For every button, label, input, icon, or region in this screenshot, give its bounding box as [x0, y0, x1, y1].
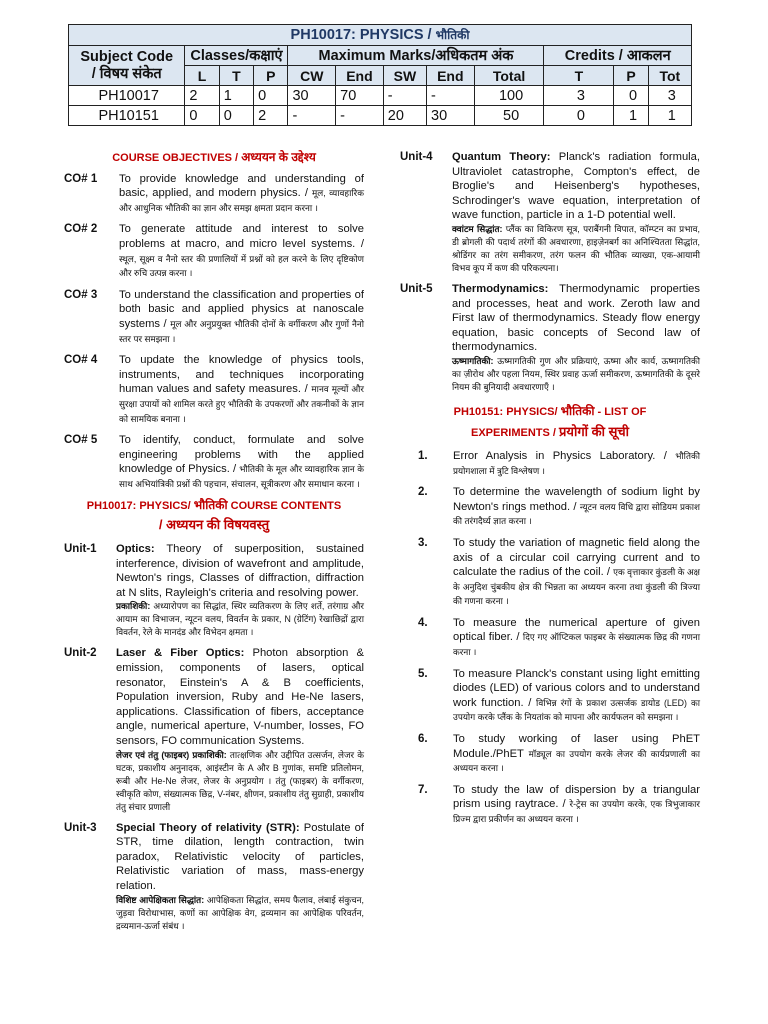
objective-label: CO# 1	[64, 172, 98, 185]
experiment-number: 4.	[418, 616, 428, 629]
unit-label: Unit-4	[400, 151, 433, 163]
cell: 3	[648, 86, 691, 106]
contents-title: PH10017: PHYSICS/ भौतिकी COURSE CONTENTS / अध्ययन की विषयवस्तु	[86, 498, 342, 533]
experiment-item	[400, 536, 700, 609]
experiment-item	[400, 732, 700, 776]
experiment-number: 1.	[418, 449, 428, 462]
marks-table	[68, 24, 692, 126]
cell: -	[427, 86, 475, 106]
unit-heading: Thermodynamics:	[452, 282, 549, 295]
subject-code-header: Subject Code / विषय संकेत	[69, 46, 185, 86]
cell: -	[288, 106, 336, 126]
cell: 0	[254, 86, 288, 106]
experiment-text: To study the law of dispersion by a triangular prism using raytrace. /	[453, 783, 700, 811]
experiment-number: 5.	[418, 667, 428, 680]
cell: -	[336, 106, 384, 126]
experiment-number: 2.	[418, 486, 428, 499]
experiment-text-hindi: विभिन्न रंगों के प्रकाश उत्सर्जक डायोड (LED) का उपयोग करके प्लैंक के नियतांक को मापना और कार्यफलन को समझना ।	[453, 697, 700, 723]
unit-label: Unit-3	[64, 821, 97, 834]
objective-item	[64, 288, 364, 346]
objective-item	[64, 353, 364, 426]
unit-label: Unit-1	[64, 543, 97, 556]
unit-heading-hindi: प्रकाशिकी:	[116, 601, 151, 612]
objective-text-hindi: मूल और अनुप्रयुक्त भौतिकी दोनों के वर्गीकरण और गुणों नैनो स्तर पर समझना ।	[119, 318, 364, 344]
objective-label: CO# 3	[64, 288, 98, 301]
subheader: End	[336, 66, 384, 86]
classes-header: Classes/कक्षाएं	[185, 46, 288, 66]
cell: 1	[614, 106, 648, 126]
unit-heading: Optics:	[116, 543, 155, 556]
subheader: P	[614, 66, 648, 86]
objective-item	[64, 222, 364, 280]
subheader: SW	[383, 66, 426, 86]
experiment-text-hindi: एक वृत्ताकार कुंडली के अक्ष के अनुदिश चुंबकीय क्षेत्र की भिन्नता का अध्ययन करना तथा कुंडली की त्रिज्या की गणना करना ।	[453, 567, 700, 607]
experiment-text: To study the variation of magnetic field along the axis of a circular coil carrying current and to calculate the radius of the coil. /	[453, 536, 700, 579]
cell: 100	[474, 86, 544, 106]
unit-label: Unit-5	[400, 282, 433, 295]
cell: 3	[544, 86, 614, 106]
objective-text: To provide knowledge and understanding of basic, applied, and modern physics. /	[119, 172, 364, 200]
cell: -	[383, 86, 426, 106]
unit-heading: Quantum Theory:	[452, 151, 551, 163]
subheader: T	[219, 66, 253, 86]
experiment-number: 3.	[418, 536, 428, 549]
experiment-text: To measure the numerical aperture of given optical fiber. /	[453, 616, 700, 644]
max-marks-header: Maximum Marks/अधिकतम अंक	[288, 46, 544, 66]
cell: 2	[185, 86, 219, 106]
unit-item	[400, 282, 700, 394]
cell: 1	[648, 106, 691, 126]
cell: 70	[336, 86, 384, 106]
unit-heading-hindi: ऊष्मागतिकी:	[452, 355, 494, 366]
cell: PH10017	[69, 86, 185, 106]
cell: 0	[219, 106, 253, 126]
experiment-item	[400, 449, 700, 478]
objective-text-hindi: मानव मूल्यों और सुरक्षा उपायों को शामिल करते हुए भौतिकी के उपकरणों और तकनीकों के ज्ञान को सामयिक बनाना ।	[119, 384, 365, 424]
unit-text: Thermodynamic properties and processes, heat and work. Zeroth law and First law of thermodynamics. Steady flow energy equation, basic concepts of Second law of thermodynamics.	[452, 282, 700, 354]
cell: 50	[474, 106, 544, 126]
objective-text-hindi: मूल, व्यावहारिक और आधुनिक भौतिकी का ज्ञान और समझ क्षमता प्रदान करना ।	[119, 188, 364, 213]
cell: 30	[288, 86, 336, 106]
experiment-text: To measure Planck's constant using light emitting diodes (LED) of various colors and to understand work function. /	[453, 667, 700, 709]
experiment-text-hindi: रे-ट्रेस का उपयोग करके, एक त्रिभुजाकार प्रिज्म द्वारा प्रकीर्णन का अध्ययन करना ।	[453, 799, 700, 824]
objectives-title: COURSE OBJECTIVES / अध्ययन के उद्देश्य	[112, 150, 316, 164]
experiment-item	[400, 783, 700, 827]
unit-text-hindi: अध्यारोपण का सिद्धांत, स्थिर व्यतिकरण के लिए शर्ते, तरंगाग्र और आयाम का विभाजन, न्यूटन वलय, विवर्तन के प्रकार, N (ग्रेटिंग) रेखाछिद्रों द्वारा विवर्तन, रेले के मानदंड और विभेदन क्षमता ।	[116, 601, 364, 638]
experiment-text-hindi: भौतिकी प्रयोगशाला में त्रुटि विश्लेषण ।	[453, 450, 700, 476]
credits-header: Credits / आकलन	[544, 46, 692, 66]
table-title: PH10017: PHYSICS / भौतिकी	[69, 25, 692, 46]
objective-text: To understand the classification and properties of both basic and applied physics at nanoscale systems /	[119, 288, 364, 330]
unit-item	[400, 150, 700, 275]
experiment-text-hindi: दिए गए ऑप्टिकल फाइबर के संख्यात्मक छिद्र की गणना करना ।	[453, 632, 700, 658]
unit-text-hindi: प्लैंक का विकिरण सूत्र, पराबैंगनी विपात, कॉम्प्टन का प्रभाव, डी ब्रोगली की पदार्थ तरंगों की अवधारणा, हाइज़ेनबर्ग का अनिश्चितता सिद्धांत, श्रोडिंगर का तरंग समीकरण, तरंग फलन की भौतिक व्याख्या, एक-आयामी विभव कूप में कण की परिकल्पना।	[452, 223, 700, 273]
experiment-number: 7.	[418, 783, 428, 796]
experiment-text: To study working of laser using PhET Module./PhET	[453, 733, 700, 760]
experiment-text: Error Analysis in Physics Laboratory. /	[453, 449, 676, 462]
unit-text-hindi: आपेक्षिकता सिद्धांत, समय फैलाव, लंबाई संकुचन, जुड़वा विरोधाभास, कणों का आपेक्षिक वेग, द्रव्यमान का आपेक्षिक परिवर्तन, द्रव्यमान-ऊर्जा संबंध ।	[116, 894, 364, 931]
subheader: End	[427, 66, 475, 86]
objective-text-hindi: स्थूल, सूक्ष्म व नैनो स्तर की प्रणालियों में प्रश्नों को हल करने के लिए दृष्टिकोण और रुचि उत्पन्न करना ।	[119, 253, 364, 279]
unit-item	[64, 542, 364, 639]
objective-text: To update the knowledge of physics tools, instruments, and techniques incorporating human values and safety measures. /	[119, 354, 364, 396]
objective-label: CO# 5	[64, 434, 98, 447]
unit-heading-hindi: क्वांटम सिद्धांत:	[452, 223, 503, 234]
experiment-item	[400, 485, 700, 529]
unit-heading: Special Theory of relativity (STR):	[116, 821, 300, 834]
unit-heading-hindi: विशिष्ट आपेक्षिकता सिद्धांत:	[116, 894, 205, 905]
unit-text: Planck's radiation formula, Ultraviolet catastrophe, Compton's effect, de Broglie's and Heisenberg's hypotheses, Schrodinger's wave equation, interpretation of wave function, particle in a 1-D potential well.	[452, 151, 700, 222]
objective-item	[64, 172, 364, 216]
objective-text: To identify, conduct, formulate and solve engineering problems with the applied knowledge of Physics. /	[119, 434, 364, 476]
unit-text: Postulate of STR, time dilation, length contraction, twin paradox, Relativistic velocity of particles, Relativistic variation of mass, mass-energy relation.	[116, 821, 364, 892]
unit-heading-hindi: लेजर एवं तंतु (फाइबर) प्रकाशिकी:	[116, 749, 227, 760]
cell: 30	[427, 106, 475, 126]
experiment-item	[400, 667, 700, 725]
subheader: T	[544, 66, 614, 86]
objective-label: CO# 2	[64, 223, 98, 236]
right-column	[400, 150, 700, 834]
experiment-number: 6.	[418, 733, 428, 746]
table-row	[69, 106, 692, 126]
subheader: Tot	[648, 66, 691, 86]
unit-text-hindi: तात्क्षणिक और उद्दीपित उत्सर्जन, लेजर के घटक, प्रकाशीय अनुनादक, आइंस्टीन के A और B गुणांक, समष्टि प्रतिलोमन, रूबी और He-Ne लेजर, लेजर के अनुप्रयोग । तंतु (फाइबर) के वर्गीकरण, स्वीकृति कोण, संख्यात्मक छिद्र, V-नंबर, क्षीणन, प्रकाशीय तंतु सुग्राही, प्रकाशीय तंतु संचार प्रणाली	[116, 749, 364, 812]
unit-text: Photon absorption & emission, components of lasers, optical resonator, Einstein's A & B coefficients, Population inversion, Ruby and He-Ne lasers, applications. Classification of fibers, acceptance angle, numerical aperture, V-number, losses, FO sensors, FO communication Systems.	[116, 647, 364, 747]
subheader: Total	[474, 66, 544, 86]
objective-item	[64, 433, 364, 491]
cell: 1	[219, 86, 253, 106]
unit-text-hindi: ऊष्मागतिकी गुण और प्रक्रियाएं, ऊष्मा और कार्य, ऊष्मागतिकी का ज़ीरोथ और पहला नियम, स्थिर प्रवाह ऊर्जा समीकरण, ऊष्मागतिकी के दूसरे नियम की बुनियादी अवधारणाएँ ।	[452, 355, 700, 392]
objective-text: To generate attitude and interest to solve problems at macro, and micro level systems. /	[119, 223, 364, 250]
cell: 0	[544, 106, 614, 126]
cell: 0	[614, 86, 648, 106]
unit-item	[64, 646, 364, 813]
cell: 0	[185, 106, 219, 126]
objective-label: CO# 4	[64, 354, 98, 367]
table-row	[69, 86, 692, 106]
unit-item	[64, 821, 364, 933]
cell: 20	[383, 106, 426, 126]
experiment-text-hindi: मॉड्यूल का उपयोग करके लेजर की कार्यप्रणाली का अध्ययन करना ।	[453, 748, 701, 774]
experiment-text-hindi: न्यूटन वलय विधि द्वारा सोडियम प्रकाश की तरंगदैर्घ्य ज्ञात करना ।	[453, 501, 700, 527]
cell: PH10151	[69, 106, 185, 126]
experiments-title: PH10151: PHYSICS/ भौतिकी - LIST OF EXPERIMENTS / प्रयोगों की सूची	[453, 403, 647, 439]
objective-text-hindi: भौतिकी के मूल और व्यावहारिक ज्ञान के साथ अभियांत्रिकी प्रश्नों की पहचान, संचालन, सूत्रीकरण और समाधान करना ।	[119, 464, 365, 489]
subheader: P	[254, 66, 288, 86]
subheader: L	[185, 66, 219, 86]
unit-text: Theory of superposition, sustained interference, division of wavefront and amplitude, Newton's rings, Classes of diffraction, diffraction at N slits, Rayleigh's criteria and resolving power.	[116, 543, 364, 599]
subheader: CW	[288, 66, 336, 86]
unit-heading: Laser & Fiber Optics:	[116, 647, 245, 660]
left-column	[64, 150, 364, 933]
cell: 2	[254, 106, 288, 126]
unit-label: Unit-2	[64, 647, 97, 660]
experiment-item	[400, 616, 700, 660]
experiment-text: To determine the wavelength of sodium light by Newton's rings method. /	[453, 486, 700, 513]
